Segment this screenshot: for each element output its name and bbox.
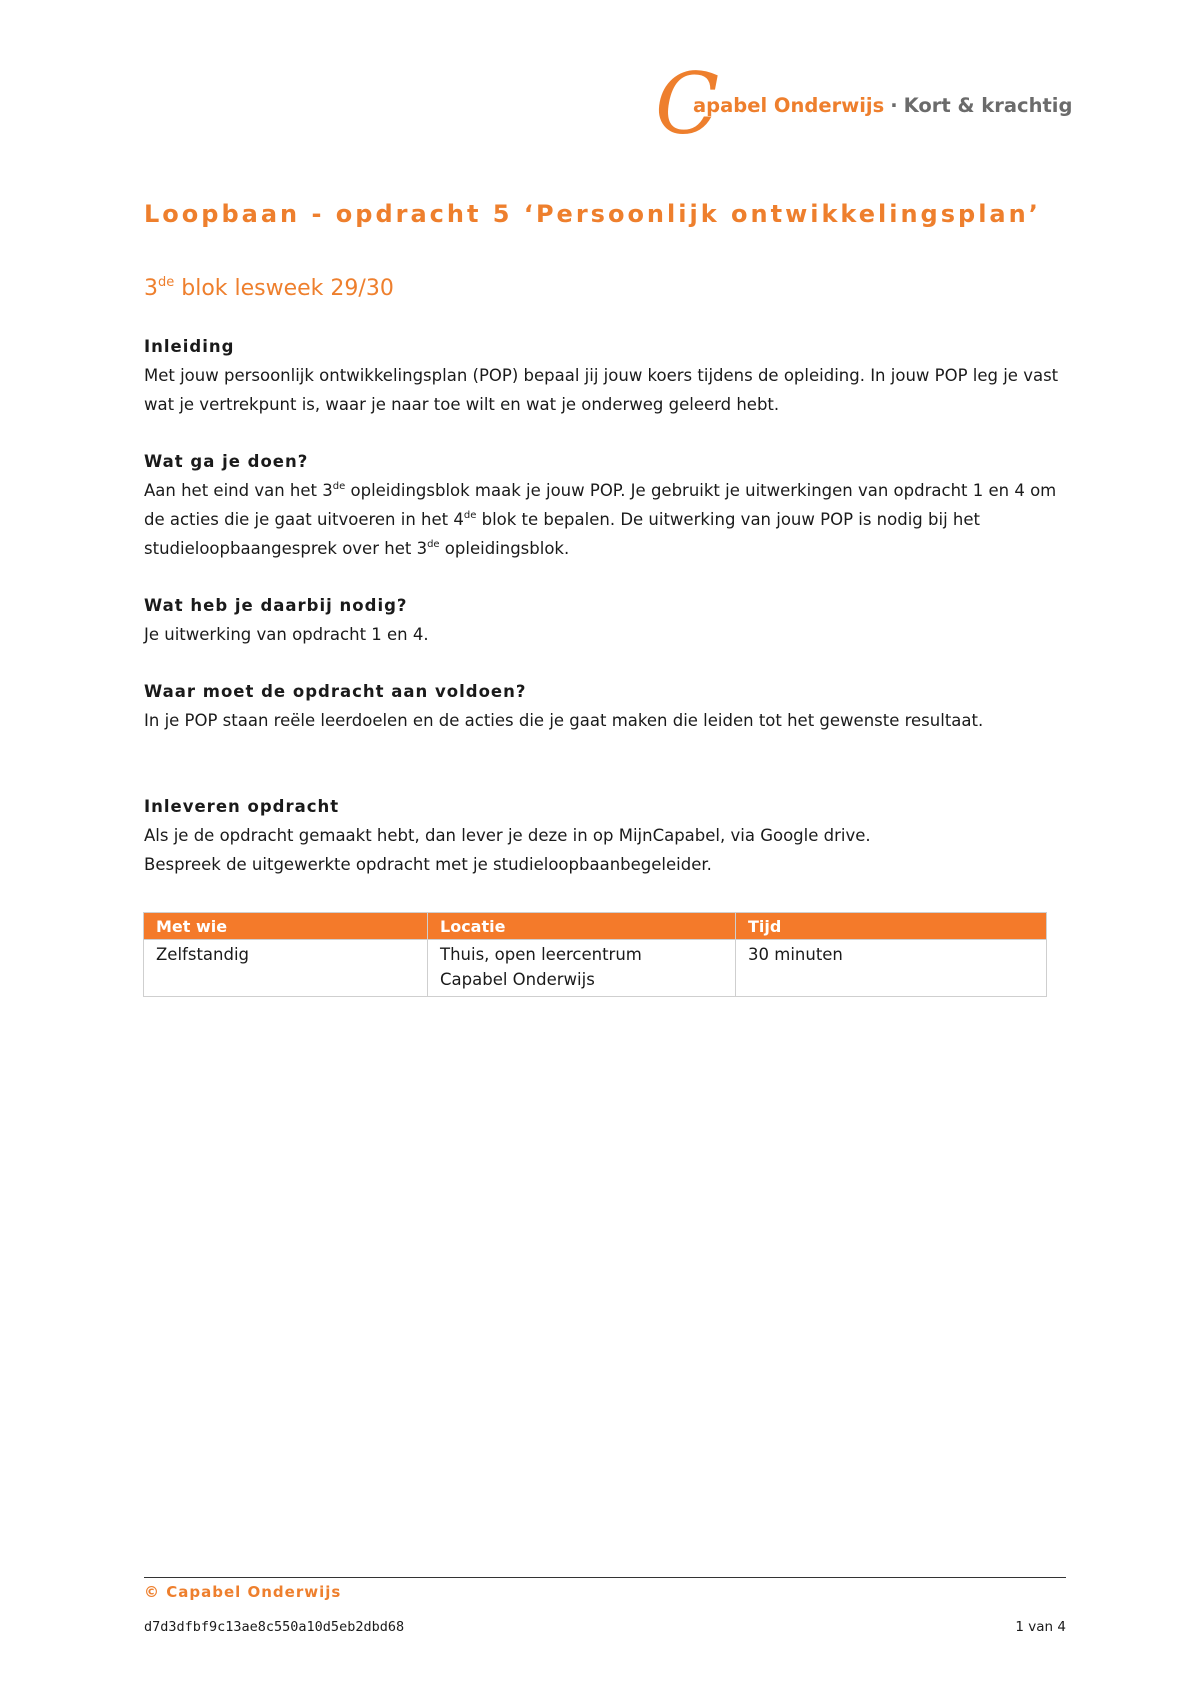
section-nodig [144,592,1064,649]
logo-c-letter: C [655,55,720,153]
inleveren-heading: Inleveren opdracht [144,797,340,816]
table-header-tijd: Tijd [736,913,1047,940]
voldoen-heading: Waar moet de opdracht aan voldoen? [144,682,527,701]
table-row [144,940,1047,997]
section-wat-ga-je-doen [144,448,1064,563]
footer-page-number: 1 van 4 [1015,1619,1066,1635]
cell-locatie-line2: Capabel Onderwijs [440,970,595,989]
section-inleveren [144,793,1064,879]
nodig-heading: Wat heb je daarbij nodig? [144,596,408,615]
subtitle-superscript: de [158,275,175,290]
document-title: Loopbaan - opdracht 5 ‘Persoonlijk ontwikkelingsplan’ [144,200,1041,228]
capabel-logo [655,55,1075,153]
inleiding-heading: Inleiding [144,337,235,356]
logo-tagline: Kort & krachtig [903,94,1073,117]
inleveren-line2: Bespreek de uitgewerkte opdracht met je studieloopbaanbegeleider. [144,855,712,874]
table-header-met-wie: Met wie [144,913,428,940]
footer-divider [144,1577,1066,1578]
table-header-locatie: Locatie [428,913,736,940]
inleiding-text: Met jouw persoonlijk ontwikkelingsplan (POP) bepaal jij jouw koers tijdens de opleiding. In jouw POP leg je vast wat je vertrekpunt is, waar je naar toe wilt en wat je onderweg geleerd hebt. [144,366,1059,414]
table-header-row [144,913,1047,940]
wat-doen-sup1: de [332,481,346,492]
assignment-info-table [143,912,1047,997]
inleveren-line1: Als je de opdracht gemaakt hebt, dan lever je deze in op MijnCapabel, via Google drive. [144,826,871,845]
subtitle-number: 3 [144,276,158,301]
footer-document-id: d7d3dfbf9c13ae8c550a10d5eb2dbd68 [144,1619,405,1635]
wat-doen-text-part4: opleidingsblok. [439,539,570,558]
cell-locatie [428,940,736,997]
wat-doen-text [144,476,1064,563]
cell-locatie-line1: Thuis, open leercentrum [440,945,642,964]
cell-tijd: 30 minuten [736,940,1047,997]
section-inleiding [144,333,1064,419]
wat-doen-sup2: de [463,510,477,521]
voldoen-text: In je POP staan reële leerdoelen en de acties die je gaat maken die leiden tot het gewenste resultaat. [144,711,984,730]
wat-doen-text-part2: opleidingsblok maak je jouw POP. Je gebruikt je uitwerkingen van opdracht 1 en 4 om de acties die je gaat uitvoeren in het 4 [144,481,1057,529]
logo-brand: apabel Onderwijs [693,94,885,117]
document-subtitle [144,275,394,301]
logo-separator: · [890,94,898,117]
cell-met-wie: Zelfstandig [144,940,428,997]
logo-wordmark [693,94,1072,117]
nodig-text: Je uitwerking van opdracht 1 en 4. [144,625,429,644]
wat-doen-text-part3: blok te bepalen. De uitwerking van jouw POP is nodig bij het studieloopbaangesprek over het 3 [144,510,980,558]
footer-copyright: © Capabel Onderwijs [144,1583,342,1601]
subtitle-rest: blok lesweek 29/30 [174,276,394,301]
wat-doen-heading: Wat ga je doen? [144,452,309,471]
wat-doen-text-part1: Aan het eind van het 3 [144,481,333,500]
wat-doen-sup3: de [427,539,440,550]
section-voldoen [144,678,1064,735]
